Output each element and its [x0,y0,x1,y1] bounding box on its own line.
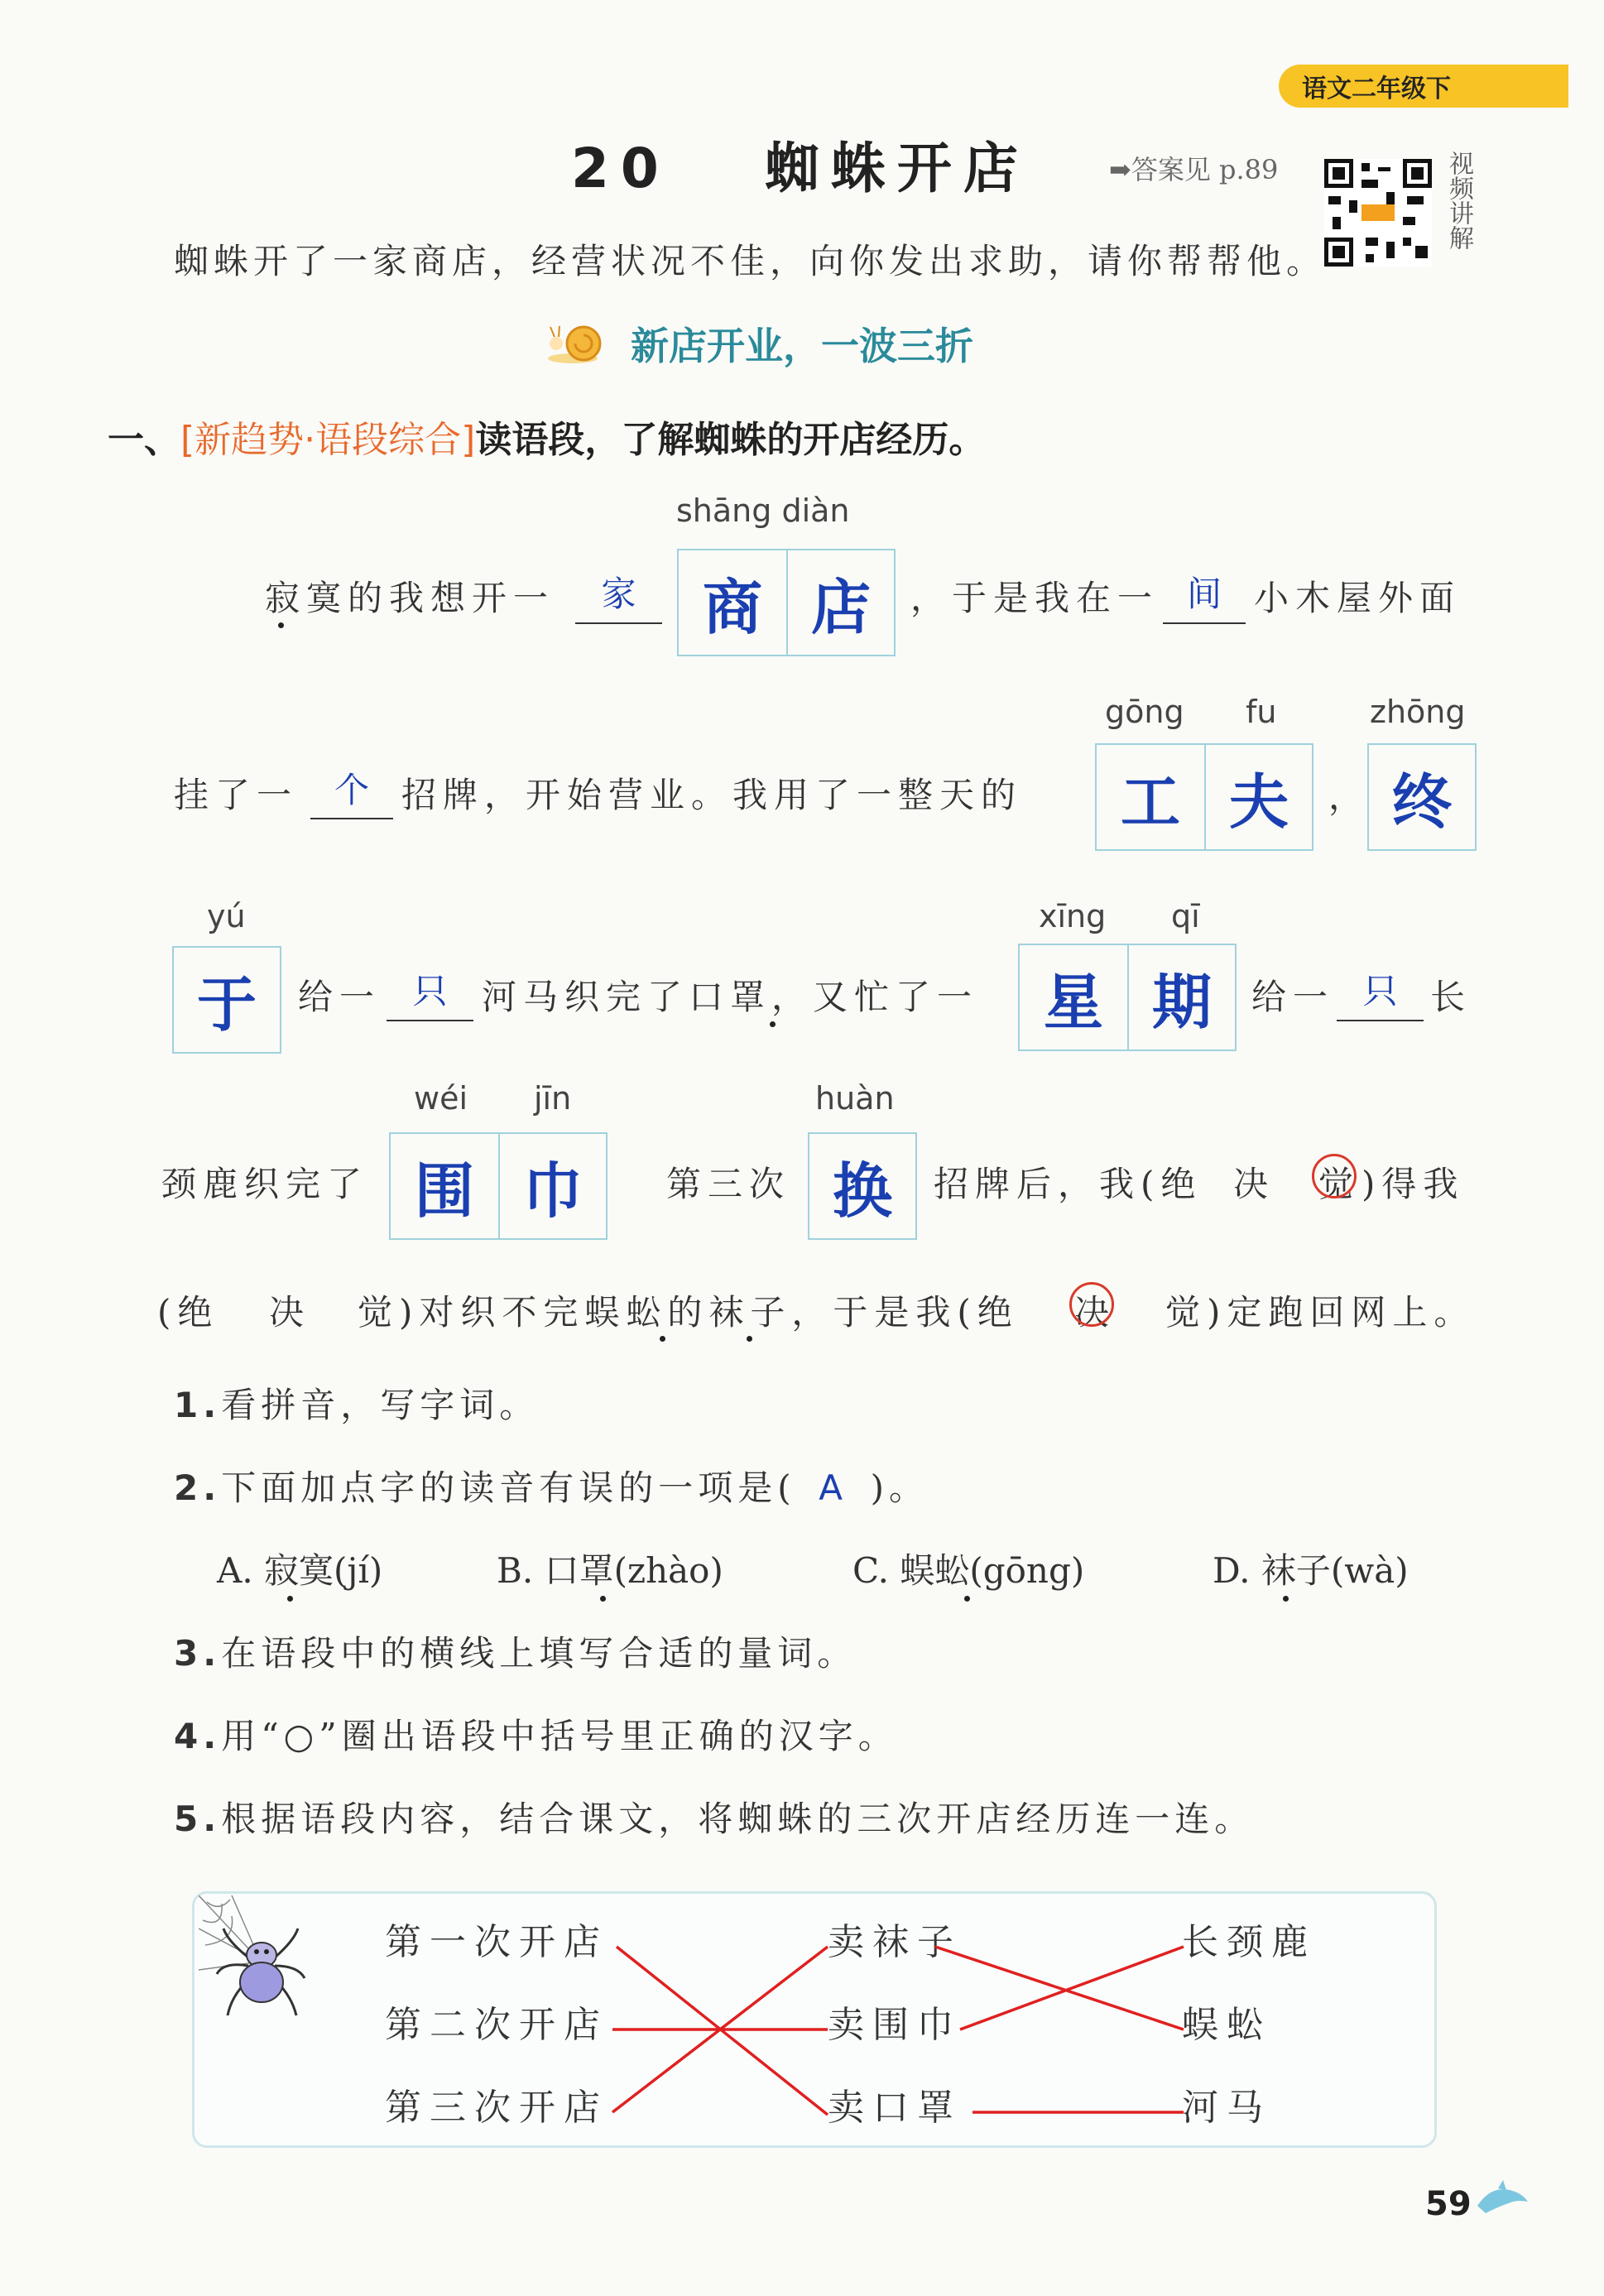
pinyin-yu: yú [207,898,246,934]
subquestion-number: 2. [174,1467,222,1508]
passage-text: 河马织完了口罩，又忙了一 [482,977,979,1017]
match-left-3[interactable]: 第三次开店 [385,2087,608,2129]
writing-box[interactable]: 终 [1367,743,1477,851]
match-left-2[interactable]: 第二次开店 [385,2004,608,2046]
subquestion-3 [174,1626,857,1676]
subquestion-1 [174,1378,539,1428]
match-mid-1[interactable]: 卖袜子 [828,1921,962,1963]
match-right-2[interactable]: 蜈蚣 [1182,2004,1271,2046]
lesson-title [571,124,1030,203]
option-c[interactable]: C. 蜈蚣(gōng) [852,1550,1085,1591]
dolphin-icon [1473,2177,1531,2218]
pinyin-gong: gōng [1105,694,1184,730]
blank-line[interactable] [1337,1020,1424,1021]
option-b[interactable]: B. 口罩(zhào) [497,1550,723,1591]
page-number: 59 [1425,2185,1472,2223]
section-title: 新店开业，一波三折 [631,324,973,368]
emphasis-dot [287,1596,293,1602]
answer-fill: 家 [601,574,636,614]
answer-fill: 间 [1186,574,1222,614]
grade-badge: 语文二年级下 [1279,65,1568,108]
passage-text: )对织不完蜈蚣的袜子，于是我(绝 [399,1292,1019,1333]
answer-fill: 只 [1362,971,1398,1011]
choice-char[interactable]: 决 [269,1292,311,1333]
passage-text: 给一 [298,977,382,1017]
answer-fill[interactable]: A [819,1467,848,1508]
writing-box[interactable]: 商 [677,549,786,656]
video-label[interactable]: 视频讲解 [1444,151,1473,250]
writing-box[interactable]: 巾 [498,1132,608,1240]
writing-box[interactable]: 星 [1018,944,1127,1051]
passage-text: 第三次 [666,1164,791,1204]
option-a[interactable]: A. 寂寞(jí) [217,1550,383,1591]
emphasis-dot [964,1596,970,1602]
answer-reference: ➡答案见 p.89 [1109,154,1279,185]
match-right-3[interactable]: 河马 [1182,2087,1271,2129]
choice-char-correct[interactable]: 决 [1074,1292,1117,1333]
emphasis-dot [747,1336,752,1342]
subquestion-number: 1. [174,1385,222,1425]
lesson-name: 蜘蛛开店 [764,137,1030,200]
choice-char[interactable]: 决 [1233,1164,1275,1204]
answer-fill: 只 [412,971,448,1011]
subquestion-text: 在语段中的横线上填写合适的量词。 [221,1633,857,1674]
pinyin-shangdian: shāng diàn [676,492,850,529]
pinyin-xing: xīng [1039,898,1107,934]
writing-box[interactable]: 于 [172,946,281,1054]
choice-char[interactable]: 觉 [1165,1292,1208,1333]
passage-text: ，于是我在一 [910,578,1160,618]
emphasis-dot [278,622,284,628]
question-instruction: 读语段，了解蜘蛛的开店经历。 [475,419,986,461]
passage-text: 挂了一 [174,775,299,815]
answer-fill: 个 [334,770,369,810]
writing-box[interactable]: 换 [808,1132,917,1240]
match-right-1[interactable]: 长颈鹿 [1182,1921,1316,1963]
match-left-1[interactable]: 第一次开店 [385,1921,608,1963]
passage-text: 招牌后，我(绝 [934,1164,1203,1204]
pinyin-huan: huàn [815,1080,895,1117]
writing-box[interactable]: 期 [1127,944,1237,1051]
question-1-head [108,410,985,463]
pinyin-qi: qī [1171,898,1200,934]
passage-text: 长 [1430,977,1472,1017]
blank-line[interactable] [1163,622,1246,624]
blank-line[interactable] [387,1020,473,1021]
subquestion-number: 4. [174,1716,222,1756]
writing-box[interactable]: 工 [1095,743,1204,851]
passage-text: 给一 [1251,977,1335,1017]
emphasis-dot [600,1596,606,1602]
question-tag: [新趋势·语段综合] [180,419,476,461]
intro-text: 蜘蛛开了一家商店，经营状况不佳，向你发出求助，请你帮帮他。 [174,241,1327,281]
subquestion-2 [174,1461,929,1511]
choice-char[interactable]: 觉 [358,1292,400,1333]
passage-text: 寂寞的我想开一 [265,578,555,618]
subquestion-text: 看拼音，写字词。 [221,1385,540,1425]
pinyin-zhong: zhōng [1370,694,1466,730]
match-mid-2[interactable]: 卖围巾 [828,2004,962,2046]
passage-text: 颈鹿织完了 [161,1164,369,1204]
passage-text: (绝 [157,1292,219,1333]
passage-text: )定跑回网上。 [1207,1292,1476,1333]
subquestion-text: 下面加点字的读音有误的一项是( [221,1467,796,1508]
writing-box[interactable]: 夫 [1204,743,1313,851]
answer-circle [1069,1282,1114,1327]
subquestion-text: 用“○”圈出语段中括号里正确的汉字。 [221,1716,898,1756]
writing-box[interactable]: 围 [389,1132,498,1240]
emphasis-dot [770,1021,776,1027]
question-prefix: 一、 [108,419,180,461]
passage-text: )得我 [1361,1164,1465,1204]
match-mid-3[interactable]: 卖口罩 [828,2087,962,2129]
passage-text: 招牌，开始营业。我用了一整天的 [401,775,1023,815]
blank-line[interactable] [575,622,662,624]
pinyin-fu: fu [1246,694,1277,730]
passage-comma: ， [1328,776,1371,817]
subquestion-number: 3. [174,1633,222,1674]
passage-text: 小木屋外面 [1254,578,1462,618]
pinyin-wei: wéi [414,1080,468,1117]
subquestion-tail: )。 [870,1467,929,1508]
qr-code-icon[interactable] [1324,159,1432,267]
subquestion-text: 根据语段内容，结合课文，将蜘蛛的三次开店经历连一连。 [221,1799,1255,1839]
choice-char-correct[interactable]: 觉 [1318,1164,1361,1204]
subquestion-4 [174,1709,898,1759]
emphasis-dot [1283,1596,1289,1602]
option-d[interactable]: D. 袜子(wà) [1213,1550,1409,1591]
subquestion-5 [174,1792,1254,1842]
spider-icon [199,1895,323,2036]
answer-circle [1312,1154,1357,1198]
writing-box[interactable]: 店 [786,549,896,656]
emphasis-dot [660,1336,665,1342]
pinyin-jin: jīn [534,1080,572,1117]
blank-line[interactable] [310,818,393,819]
lesson-number: 20 [571,137,670,200]
subquestion-number: 5. [174,1799,222,1839]
